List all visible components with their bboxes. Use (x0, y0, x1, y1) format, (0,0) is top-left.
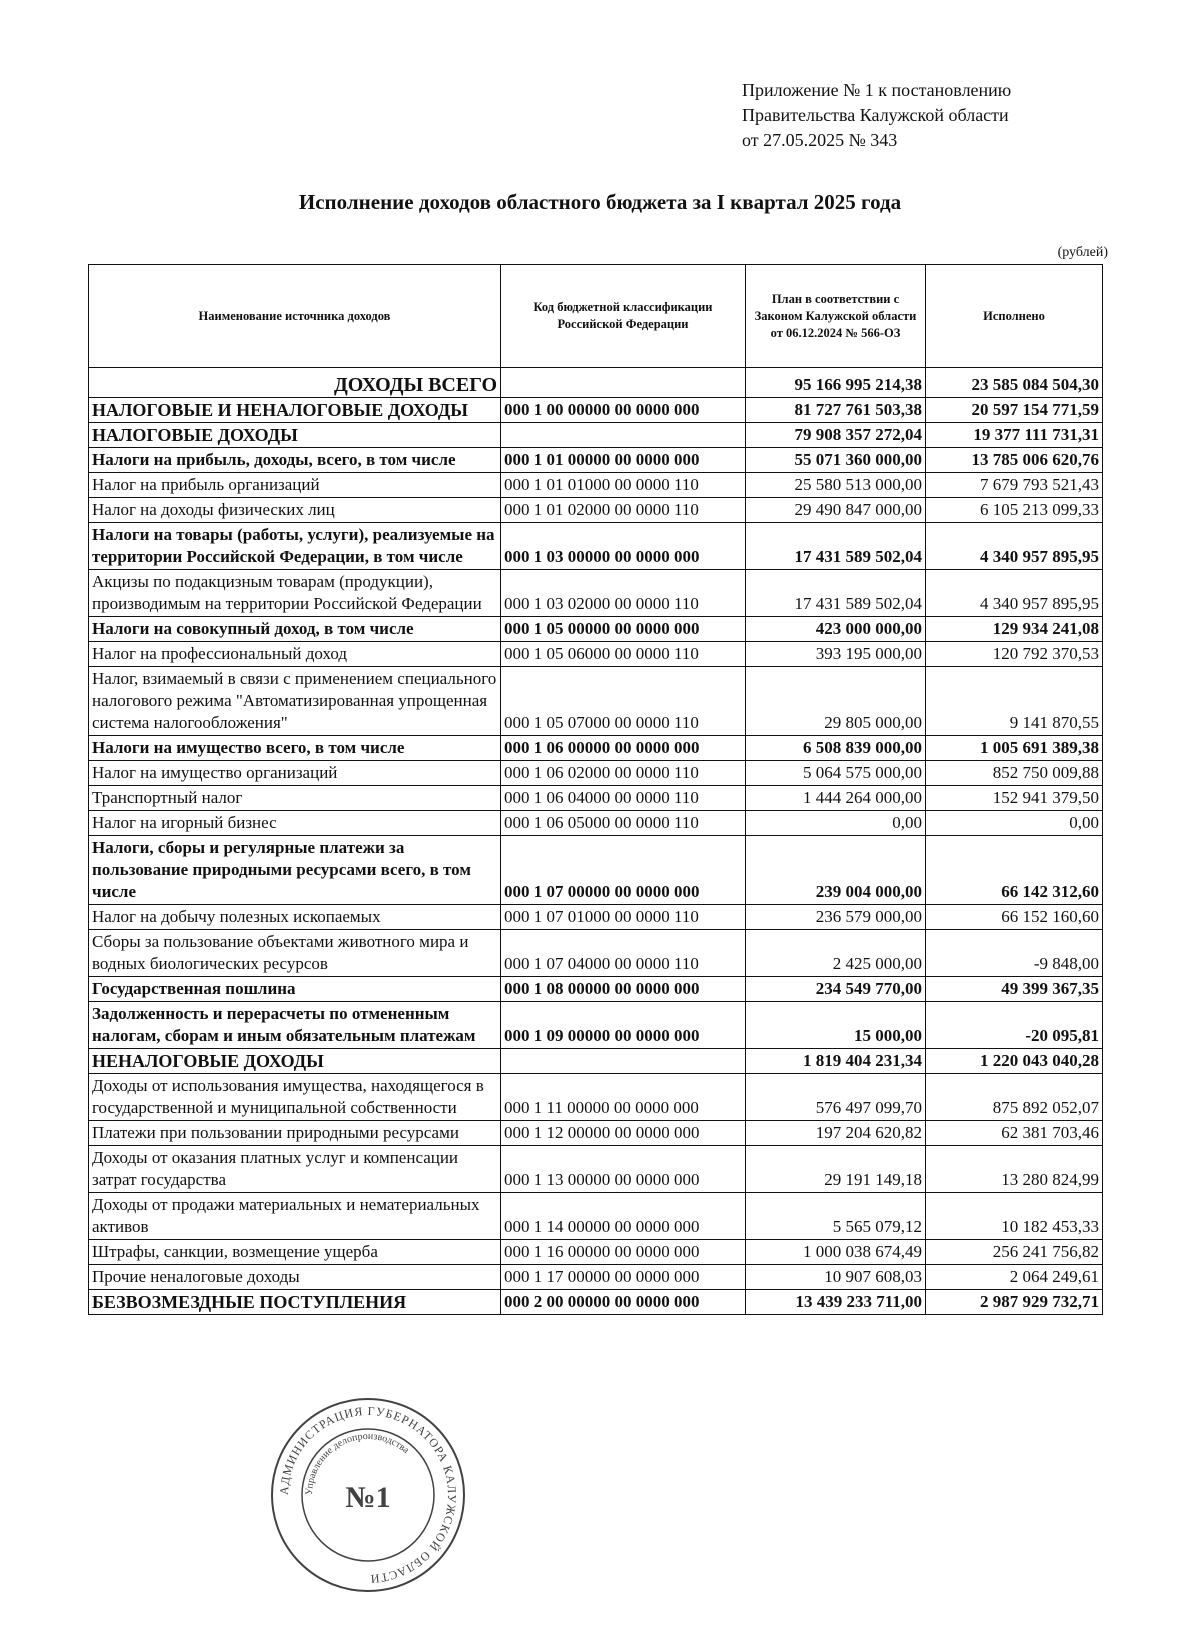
row-code: 000 1 05 00000 00 0000 000 (501, 617, 746, 642)
row-code: 000 1 16 00000 00 0000 000 (501, 1240, 746, 1265)
row-code: 000 1 05 07000 00 0000 110 (501, 667, 746, 736)
row-plan: 234 549 770,00 (746, 977, 926, 1002)
table-row (89, 1002, 1103, 1049)
row-executed: 875 892 052,07 (926, 1074, 1103, 1121)
row-name: Доходы от продажи материальных и нематериальных активов (89, 1193, 501, 1240)
row-plan: 576 497 099,70 (746, 1074, 926, 1121)
table-row (89, 1146, 1103, 1193)
table-row (89, 905, 1103, 930)
row-executed: 1 220 043 040,28 (926, 1049, 1103, 1074)
row-executed: 152 941 379,50 (926, 786, 1103, 811)
row-code: 000 1 06 04000 00 0000 110 (501, 786, 746, 811)
row-code (501, 423, 746, 448)
row-plan: 29 805 000,00 (746, 667, 926, 736)
row-code: 000 1 00 00000 00 0000 000 (501, 398, 746, 423)
row-code: 000 1 01 02000 00 0000 110 (501, 498, 746, 523)
row-name: Налог на профессиональный доход (89, 642, 501, 667)
row-plan: 0,00 (746, 811, 926, 836)
table-row (89, 1193, 1103, 1240)
row-plan: 197 204 620,82 (746, 1121, 926, 1146)
row-executed: 4 340 957 895,95 (926, 570, 1103, 617)
table-row (89, 667, 1103, 736)
row-executed: -9 848,00 (926, 930, 1103, 977)
row-name: Сборы за пользование объектами животного мира и водных биологических ресурсов (89, 930, 501, 977)
row-executed: 23 585 084 504,30 (926, 368, 1103, 398)
row-plan: 5 064 575 000,00 (746, 761, 926, 786)
table-header-row (89, 265, 1103, 368)
row-code: 000 1 09 00000 00 0000 000 (501, 1002, 746, 1049)
row-plan: 17 431 589 502,04 (746, 523, 926, 570)
row-name: Налоги на имущество всего, в том числе (89, 736, 501, 761)
document-title: Исполнение доходов областного бюджета за I квартал 2025 года (298, 190, 902, 214)
row-plan: 423 000 000,00 (746, 617, 926, 642)
header-plan: План в соответствии с Законом Калужской области от 06.12.2024 № 566-ОЗ (746, 265, 926, 368)
row-executed: 10 182 453,33 (926, 1193, 1103, 1240)
table-row (89, 930, 1103, 977)
row-code: 000 1 06 00000 00 0000 000 (501, 736, 746, 761)
row-name: Налог на игорный бизнес (89, 811, 501, 836)
table-row (89, 368, 1103, 398)
table-row (89, 836, 1103, 905)
seal-ring-text: АДМИНИСТРАЦИЯ ГУБЕРНАТОРА КАЛУЖСКОЙ ОБЛАСТИ (276, 1403, 460, 1587)
row-executed: 62 381 703,46 (926, 1121, 1103, 1146)
row-name: Налог, взимаемый в связи с применением специального налогового режима "Автоматизированная упрощенная система налогообложения" (89, 667, 501, 736)
row-executed: -20 095,81 (926, 1002, 1103, 1049)
row-code: 000 1 12 00000 00 0000 000 (501, 1121, 746, 1146)
row-name: Налог на доходы физических лиц (89, 498, 501, 523)
row-name: Государственная пошлина (89, 977, 501, 1002)
row-executed: 6 105 213 099,33 (926, 498, 1103, 523)
row-executed: 1 005 691 389,38 (926, 736, 1103, 761)
table-row (89, 423, 1103, 448)
table-row (89, 977, 1103, 1002)
row-name: Налог на имущество организаций (89, 761, 501, 786)
row-plan: 1 000 038 674,49 (746, 1240, 926, 1265)
budget-table (88, 264, 1103, 1315)
row-executed: 129 934 241,08 (926, 617, 1103, 642)
row-name: Доходы от оказания платных услуг и компенсации затрат государства (89, 1146, 501, 1193)
row-name: Налоги на прибыль, доходы, всего, в том числе (89, 448, 501, 473)
row-plan: 81 727 761 503,38 (746, 398, 926, 423)
header-name: Наименование источника доходов (89, 265, 501, 368)
row-executed: 4 340 957 895,95 (926, 523, 1103, 570)
table-row (89, 398, 1103, 423)
row-executed: 7 679 793 521,43 (926, 473, 1103, 498)
row-code: 000 1 01 01000 00 0000 110 (501, 473, 746, 498)
row-executed: 120 792 370,53 (926, 642, 1103, 667)
table-row (89, 570, 1103, 617)
row-code (501, 1049, 746, 1074)
table-row (89, 811, 1103, 836)
row-plan: 2 425 000,00 (746, 930, 926, 977)
row-name: Акцизы по подакцизным товарам (продукции), производимым на территории Российской Федерации (89, 570, 501, 617)
row-code: 000 2 00 00000 00 0000 000 (501, 1290, 746, 1315)
row-plan: 95 166 995 214,38 (746, 368, 926, 398)
row-code: 000 1 14 00000 00 0000 000 (501, 1193, 746, 1240)
row-code: 000 1 07 01000 00 0000 110 (501, 905, 746, 930)
row-code: 000 1 08 00000 00 0000 000 (501, 977, 746, 1002)
unit-label: (рублей) (1057, 245, 1108, 260)
row-plan: 15 000,00 (746, 1002, 926, 1049)
row-code: 000 1 03 02000 00 0000 110 (501, 570, 746, 617)
row-executed: 13 785 006 620,76 (926, 448, 1103, 473)
row-code: 000 1 05 06000 00 0000 110 (501, 642, 746, 667)
row-code: 000 1 07 00000 00 0000 000 (501, 836, 746, 905)
row-executed: 13 280 824,99 (926, 1146, 1103, 1193)
table-row (89, 1265, 1103, 1290)
row-name: Налоги, сборы и регулярные платежи за пользование природными ресурсами всего, в том числе (89, 836, 501, 905)
row-code: 000 1 06 05000 00 0000 110 (501, 811, 746, 836)
row-name: Задолженность и перерасчеты по отмененным налогам, сборам и иным обязательным платежам (89, 1002, 501, 1049)
appendix-line-1: Приложение № 1 к постановлению (742, 80, 1012, 100)
row-executed: 20 597 154 771,59 (926, 398, 1103, 423)
row-name: НЕНАЛОГОВЫЕ ДОХОДЫ (89, 1049, 501, 1074)
table-row (89, 1074, 1103, 1121)
table-row (89, 761, 1103, 786)
row-code: 000 1 17 00000 00 0000 000 (501, 1265, 746, 1290)
table-row (89, 473, 1103, 498)
row-plan: 5 565 079,12 (746, 1193, 926, 1240)
table-row (89, 736, 1103, 761)
table-row (89, 1240, 1103, 1265)
row-name: НАЛОГОВЫЕ ДОХОДЫ (89, 423, 501, 448)
row-plan: 29 490 847 000,00 (746, 498, 926, 523)
row-name: Налоги на товары (работы, услуги), реализуемые на территории Российской Федерации, в том числе (89, 523, 501, 570)
row-name: Штрафы, санкции, возмещение ущерба (89, 1240, 501, 1265)
official-seal-stamp (268, 1395, 468, 1595)
header-code: Код бюджетной классификации Российской Федерации (501, 265, 746, 368)
row-plan: 13 439 233 711,00 (746, 1290, 926, 1315)
row-name: БЕЗВОЗМЕЗДНЫЕ ПОСТУПЛЕНИЯ (89, 1290, 501, 1315)
row-name: Налог на прибыль организаций (89, 473, 501, 498)
appendix-line-3: от 27.05.2025 № 343 (742, 130, 898, 150)
row-code: 000 1 11 00000 00 0000 000 (501, 1074, 746, 1121)
row-name: НАЛОГОВЫЕ И НЕНАЛОГОВЫЕ ДОХОДЫ (89, 398, 501, 423)
row-executed: 2 064 249,61 (926, 1265, 1103, 1290)
row-plan: 1 444 264 000,00 (746, 786, 926, 811)
row-name: Налоги на совокупный доход, в том числе (89, 617, 501, 642)
row-executed: 66 142 312,60 (926, 836, 1103, 905)
row-plan: 393 195 000,00 (746, 642, 926, 667)
row-code (501, 368, 746, 398)
appendix-line-2: Правительства Калужской области (742, 105, 1009, 125)
table-row (89, 786, 1103, 811)
row-code: 000 1 07 04000 00 0000 110 (501, 930, 746, 977)
table-row (89, 617, 1103, 642)
row-plan: 6 508 839 000,00 (746, 736, 926, 761)
row-plan: 236 579 000,00 (746, 905, 926, 930)
header-executed: Исполнено (926, 265, 1103, 368)
table-row (89, 498, 1103, 523)
appendix-note (742, 78, 1011, 153)
row-executed: 9 141 870,55 (926, 667, 1103, 736)
row-code: 000 1 01 00000 00 0000 000 (501, 448, 746, 473)
row-code: 000 1 03 00000 00 0000 000 (501, 523, 746, 570)
row-code: 000 1 13 00000 00 0000 000 (501, 1146, 746, 1193)
seal-inner-text: Управление делопроизводства (303, 1430, 412, 1496)
row-plan: 25 580 513 000,00 (746, 473, 926, 498)
row-executed: 19 377 111 731,31 (926, 423, 1103, 448)
table-row (89, 523, 1103, 570)
row-plan: 239 004 000,00 (746, 836, 926, 905)
row-plan: 55 071 360 000,00 (746, 448, 926, 473)
row-executed: 66 152 160,60 (926, 905, 1103, 930)
row-plan: 79 908 357 272,04 (746, 423, 926, 448)
row-name: Налог на добычу полезных ископаемых (89, 905, 501, 930)
table-row (89, 1290, 1103, 1315)
row-plan: 1 819 404 231,34 (746, 1049, 926, 1074)
row-plan: 17 431 589 502,04 (746, 570, 926, 617)
row-executed: 49 399 367,35 (926, 977, 1103, 1002)
table-row (89, 448, 1103, 473)
row-name: Транспортный налог (89, 786, 501, 811)
table-row (89, 1049, 1103, 1074)
row-name: Платежи при пользовании природными ресурсами (89, 1121, 501, 1146)
row-executed: 256 241 756,82 (926, 1240, 1103, 1265)
row-name: ДОХОДЫ ВСЕГО (89, 368, 501, 398)
table-row (89, 1121, 1103, 1146)
row-code: 000 1 06 02000 00 0000 110 (501, 761, 746, 786)
row-plan: 29 191 149,18 (746, 1146, 926, 1193)
row-name: Прочие неналоговые доходы (89, 1265, 501, 1290)
row-plan: 10 907 608,03 (746, 1265, 926, 1290)
row-executed: 852 750 009,88 (926, 761, 1103, 786)
table-row (89, 642, 1103, 667)
row-name: Доходы от использования имущества, находящегося в государственной и муниципальной собственности (89, 1074, 501, 1121)
seal-number: №1 (345, 1481, 391, 1514)
row-executed: 0,00 (926, 811, 1103, 836)
row-executed: 2 987 929 732,71 (926, 1290, 1103, 1315)
